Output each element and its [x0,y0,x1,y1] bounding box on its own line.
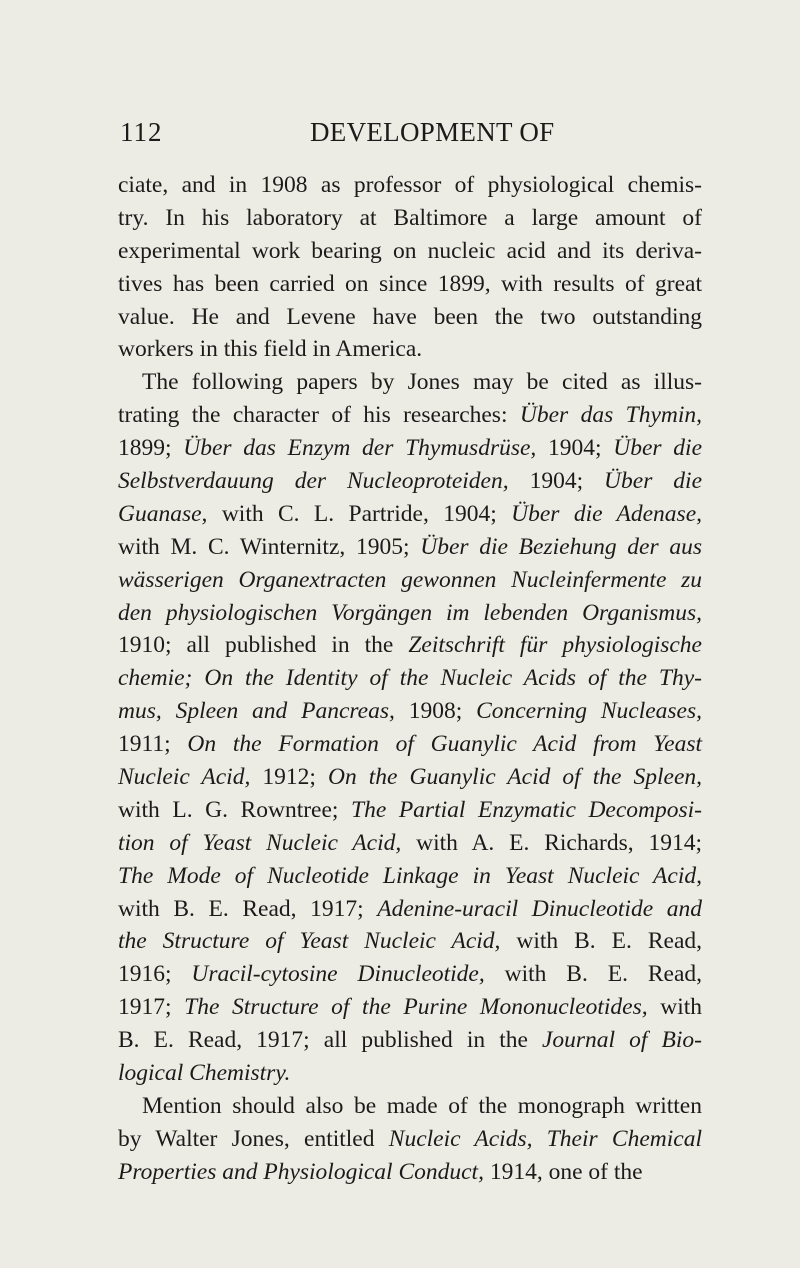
italic-title-text: Properties and Physiological Conduct, [118,1158,484,1185]
text-line [118,465,702,498]
text-run: 1911; [118,731,188,758]
text-line [118,366,702,399]
text-run: by Walter Jones, entitled [118,1125,389,1152]
italic-title-text: Nucleic Acid, [118,764,251,791]
text-run: with A. E. Richards, 1914; [401,829,702,856]
text-line [118,794,702,827]
text-run: Mention should also be made of the monograph written [142,1092,702,1119]
italic-title-text: logical Chemistry. [118,1060,291,1087]
italic-title-text: The Structure of the Purine Mononucleotides, [184,994,648,1021]
text-line [118,333,702,366]
page-header [120,112,702,152]
text-run: B. E. Read, 1917; all published in the [118,1027,542,1054]
text-line [118,597,702,630]
text-run: with B. E. Read, [484,961,703,988]
text-line [118,301,702,334]
text-line [118,761,702,794]
text-line [118,564,702,597]
text-line [118,169,702,202]
text-line [118,1123,702,1156]
italic-title-text: the Structure of Yeast Nucleic Acid, [118,928,501,955]
italic-title-text: den physiologischen Vorgängen im lebenden Organismus, [118,599,702,626]
italic-title-text: Über die Adenase, [511,500,702,527]
italic-title-text: tion of Yeast Nucleic Acid, [118,829,402,856]
text-run: value. He and Levene have been the two outstanding [118,303,702,330]
text-run: with M. C. Winternitz, 1905; [118,533,421,560]
text-line [118,728,702,761]
text-line [118,827,702,860]
text-line [118,662,702,695]
text-run: experimental work bearing on nucleic acid and its deriva- [118,237,702,264]
italic-title-text: Uracil-cytosine Dinucleotide, [191,961,485,988]
italic-title-text: The Mode of Nucleotide Linkage in Yeast Nucleic Acid, [118,862,702,889]
text-run: with B. E. Read, [500,928,702,955]
text-run: 1912; [250,764,328,791]
text-line [118,498,702,531]
text-line [118,202,702,235]
text-run: 1899; [118,435,184,462]
text-line [118,268,702,301]
italic-title-text: Über die Beziehung der aus [420,533,702,560]
text-line [118,235,702,268]
text-line [118,629,702,662]
italic-title-text: Über das Enzym der Thymusdrüse, [183,435,537,462]
text-run: The following papers by Jones may be cited as illus- [142,369,702,396]
italic-title-text: Über das Thymin, [519,402,702,429]
italic-title-text: Guanase, [118,500,208,527]
italic-title-text: mus, Spleen and Pancreas, [118,698,395,725]
text-run: workers in this field in America. [118,336,423,363]
text-run: 1916; [118,961,192,988]
text-run: with C. L. Partride, 1904; [207,500,512,527]
text-run: try. In his laboratory at Baltimore a large amount of [118,204,702,231]
text-line [118,531,702,564]
text-line [118,893,702,926]
running-head: DEVELOPMENT OF [310,117,555,147]
italic-title-text: Journal of Bio- [541,1027,702,1054]
text-run: 1910; all published in the [118,632,409,659]
italic-title-text: Über die [604,468,702,495]
text-run: trating the character of his researches: [118,402,520,429]
italic-title-text: The Partial Enzymatic Decomposi- [351,796,702,823]
text-run: 1904; [508,468,605,495]
italic-title-text: Nucleic Acids, Their Chemical [388,1125,702,1152]
italic-title-text: chemie; On the Identity of the Nucleic Acids of the Thy- [118,665,702,692]
text-run: tives has been carried on since 1899, with results of great [118,270,702,297]
text-line [118,925,702,958]
text-line [118,991,702,1024]
text-line [118,432,702,465]
italic-title-text: Selbstverdauung der Nucleoproteiden, [118,468,509,495]
italic-title-text: Zeitschrift für physiologische [408,632,702,659]
italic-title-text: On the Formation of Guanylic Acid from Yeast [187,731,702,758]
text-run: with L. G. Rowntree; [118,796,352,823]
text-run: 1904; [536,435,614,462]
text-run: 1917; [118,994,185,1021]
text-run: with B. E. Read, 1917; [118,895,378,922]
text-run: 1914, one of the [483,1158,643,1185]
italic-title-text: wässerigen Organextracten gewonnen Nucleinfermente zu [118,566,702,593]
body-text [118,169,702,1189]
text-line [118,1090,702,1123]
text-run: ciate, and in 1908 as professor of physiological chemis- [118,172,702,198]
text-run: 1908; [394,698,477,725]
text-line [118,958,702,991]
italic-title-text: Concerning Nucleases, [476,698,703,725]
text-line [118,1024,702,1057]
italic-title-text: On the Guanylic Acid of the Spleen, [327,764,702,791]
text-line [118,399,702,432]
text-line [118,1057,702,1090]
page-number: 112 [120,117,163,147]
italic-title-text: Über die [613,435,703,462]
text-line [118,1156,702,1189]
italic-title-text: Adenine-uracil Dinucleotide and [377,895,702,922]
text-line [118,695,702,728]
text-line [118,860,702,893]
text-run: with [647,994,703,1021]
